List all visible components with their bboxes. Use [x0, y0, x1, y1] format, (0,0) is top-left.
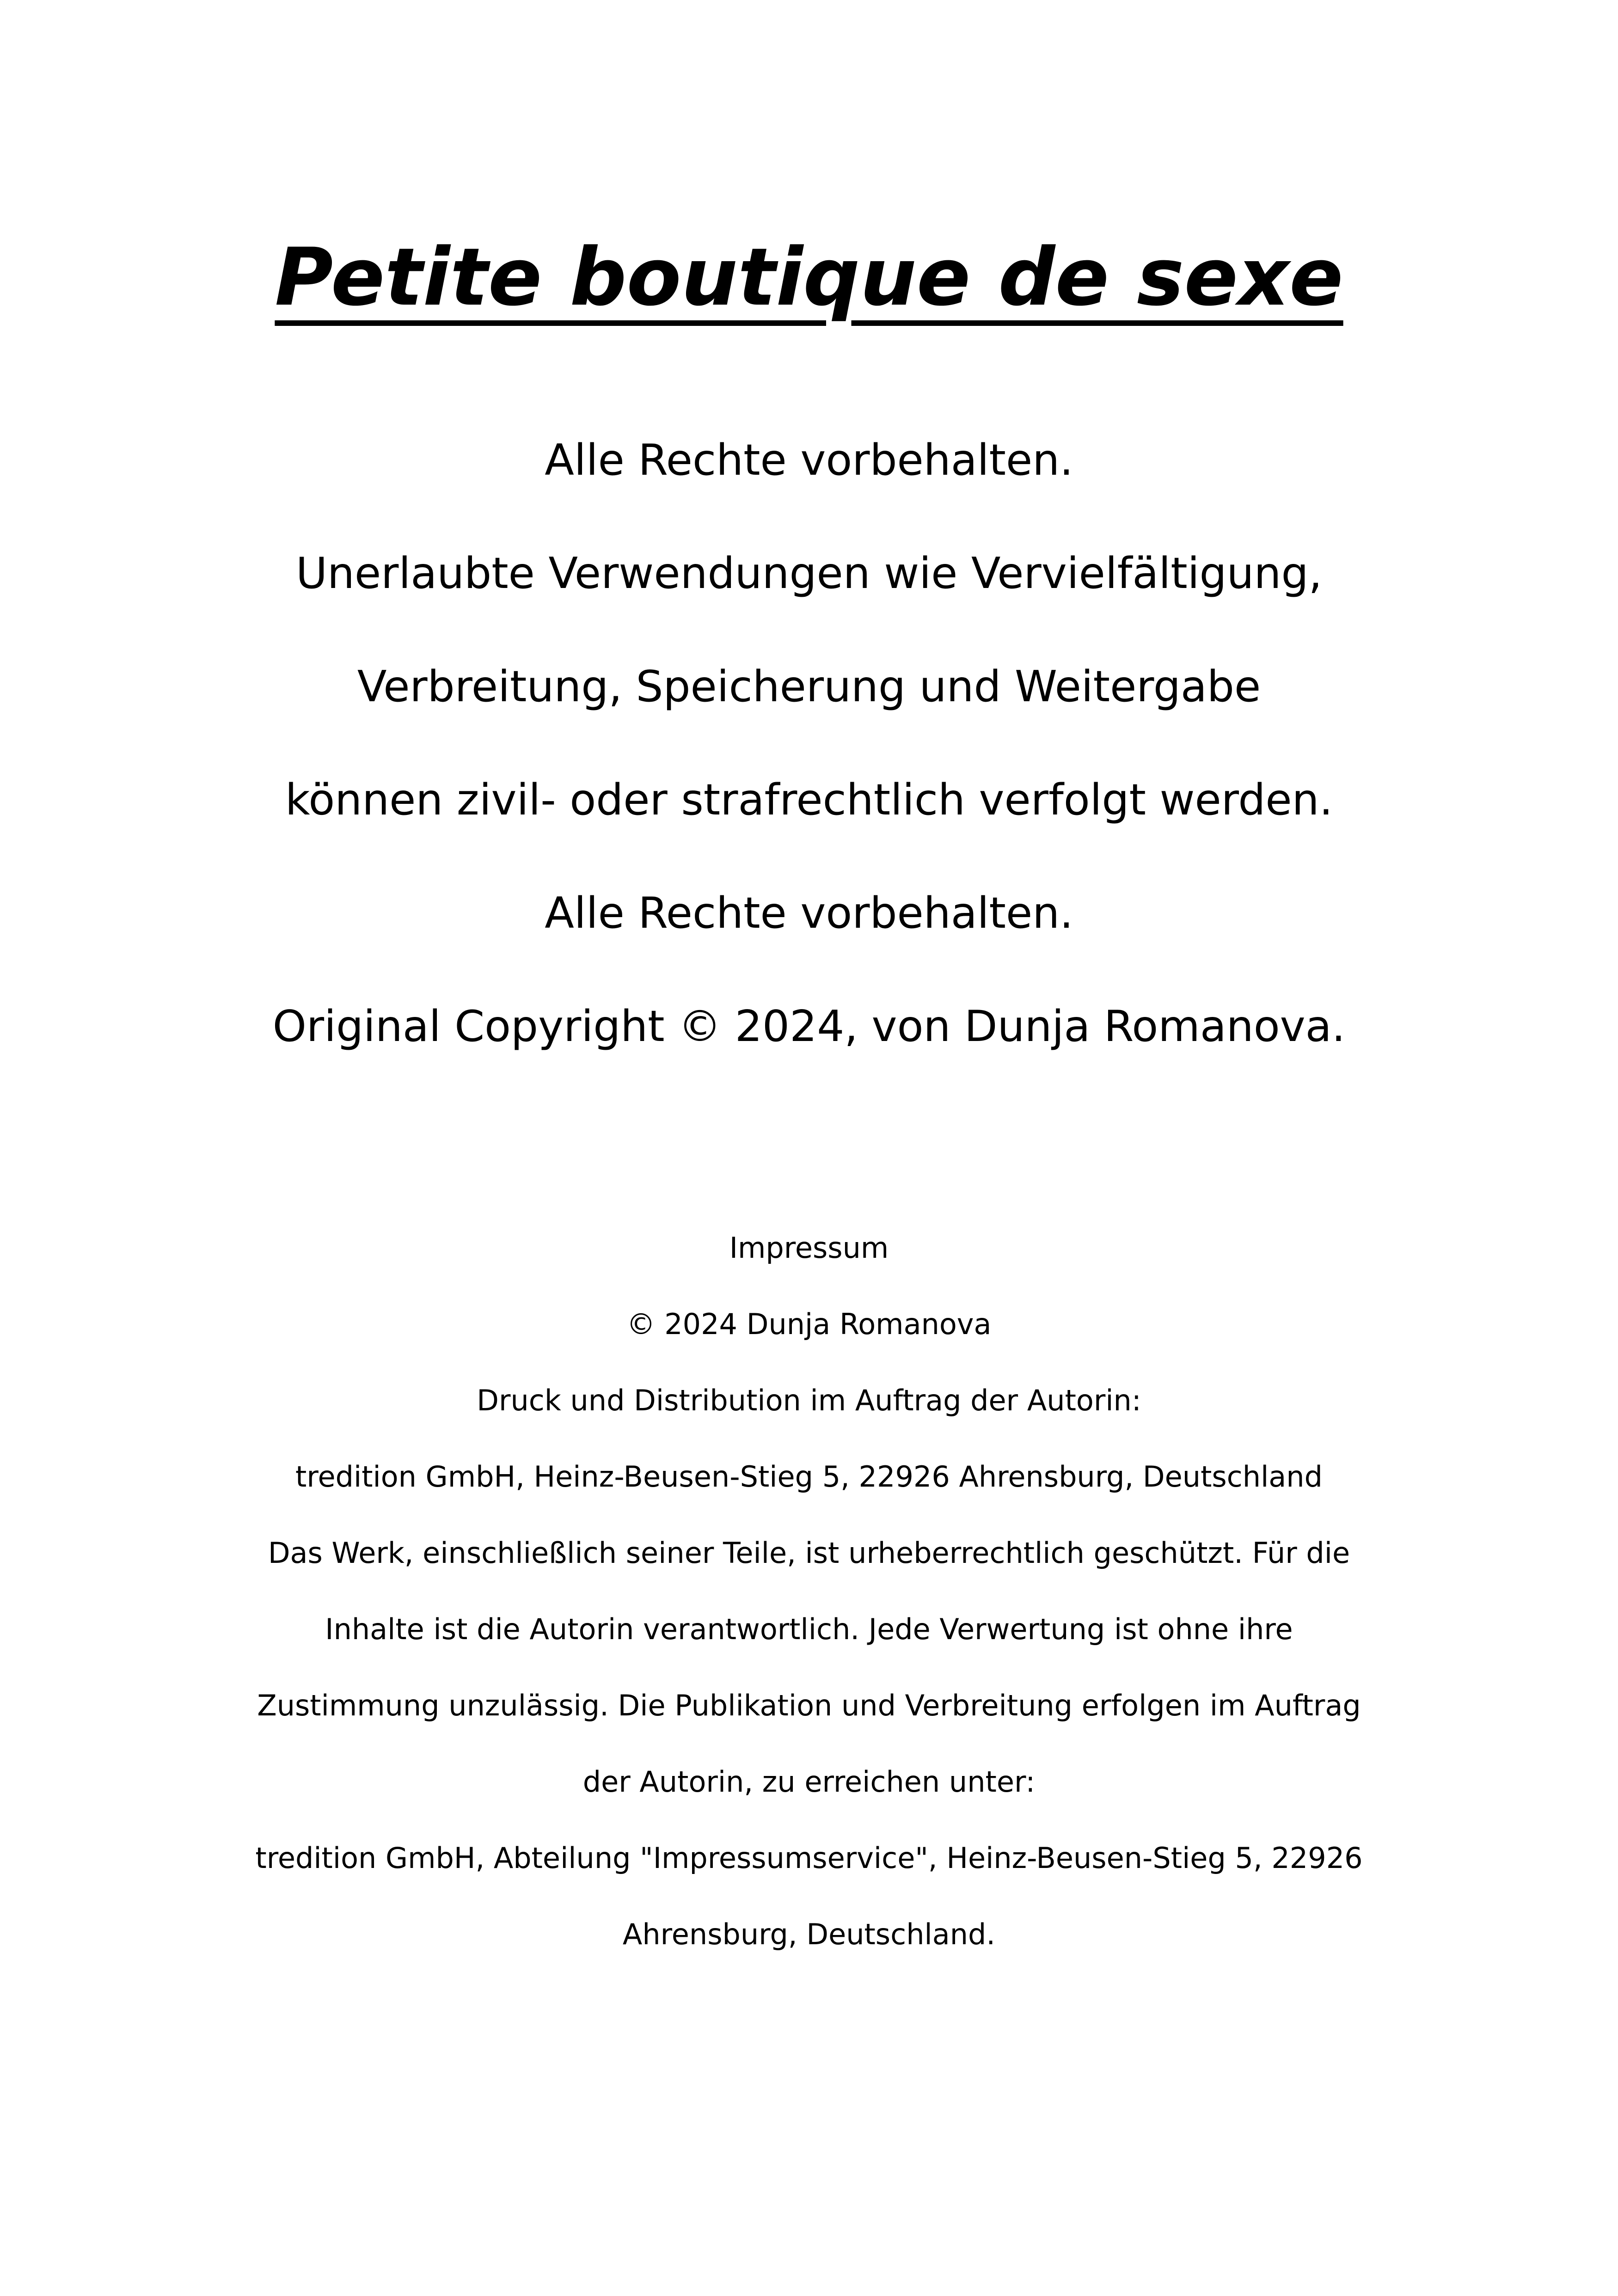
rights-line-2: Unerlaubte Verwendungen wie Vervielfältigung, [295, 548, 1323, 598]
impressum-line-6: der Autorin, zu erreichen unter: [582, 1765, 1036, 1799]
impressum-line-7: tredition GmbH, Abteilung "Impressumservice", Heinz-Beusen-Stieg 5, 22926 [255, 1841, 1363, 1875]
impressum-heading: Impressum [729, 1231, 889, 1265]
copyright-line: Original Copyright © 2024, von Dunja Romanova. [272, 1001, 1346, 1051]
impressum-copyright: © 2024 Dunja Romanova [626, 1307, 992, 1341]
rights-line-1: Alle Rechte vorbehalten. [545, 435, 1073, 485]
book-title: Petite boutique de sexe [275, 231, 1343, 324]
rights-line-4: können zivil- oder strafrechtlich verfolgt werden. [285, 775, 1333, 825]
impressum-line-8: Ahrensburg, Deutschland. [622, 1917, 996, 1951]
impressum-line-4: Inhalte ist die Autorin verantwortlich. Jede Verwertung ist ohne ihre [325, 1612, 1293, 1646]
rights-line-5: Alle Rechte vorbehalten. [545, 888, 1073, 938]
impressum-line-1: Druck und Distribution im Auftrag der Autorin: [477, 1384, 1141, 1417]
rights-line-3: Verbreitung, Speicherung und Weitergabe [357, 661, 1261, 711]
impressum-line-5: Zustimmung unzulässig. Die Publikation und Verbreitung erfolgen im Auftrag [257, 1689, 1361, 1722]
impressum-line-2: tredition GmbH, Heinz-Beusen-Stieg 5, 22926 Ahrensburg, Deutschland [295, 1460, 1323, 1494]
impressum-line-3: Das Werk, einschließlich seiner Teile, ist urheberrechtlich geschützt. Für die [268, 1536, 1350, 1570]
